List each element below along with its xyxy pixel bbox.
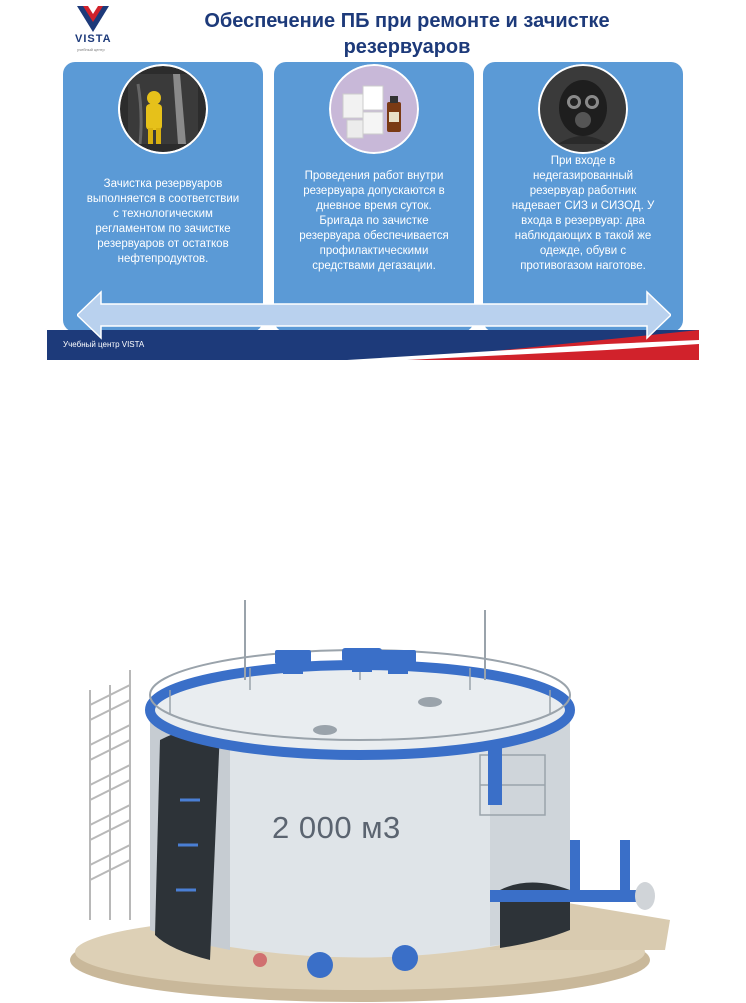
slide — [47, 0, 699, 360]
card-text-daytime-works: Проведения работ внутри резервуара допускаются в дневное время суток. Бригада по зачистке резервуара обеспечивается профилактическими средствами дегазации. — [299, 170, 449, 272]
logo-text: VISTA — [75, 33, 112, 45]
card-text-ppe: При входе в недегазированный резервуар работник надевает СИЗ и СИЗОД. У входа в резервуар: два наблюдающих в такой же одежде, обуви с противогазом наготове. — [511, 155, 655, 272]
slide-title-line-1: Обеспечение ПБ при ремонте и зачистке — [204, 10, 610, 32]
logo-subtitle: учебный центр — [77, 47, 105, 52]
stairway-icon — [90, 670, 130, 920]
slide-title — [127, 8, 687, 60]
card-text-cleaning: Зачистка резервуаров выполняется в соответствии с технологическим регламентом по зачистке резервуаров от остатков нефтепродуктов. — [86, 178, 240, 265]
footer-label: Учебный центр VISTA — [63, 340, 145, 349]
double-arrow-icon — [77, 290, 671, 340]
gas-mask-worker-photo-icon — [538, 64, 628, 154]
storage-tank-illustration — [70, 590, 680, 1003]
tank-volume-label: 2 000 м3 — [272, 810, 401, 845]
degassing-supplies-photo-icon — [329, 64, 419, 154]
worker-in-tank-photo-icon — [118, 64, 208, 154]
slide-title-line-2: резервуаров — [343, 36, 471, 58]
